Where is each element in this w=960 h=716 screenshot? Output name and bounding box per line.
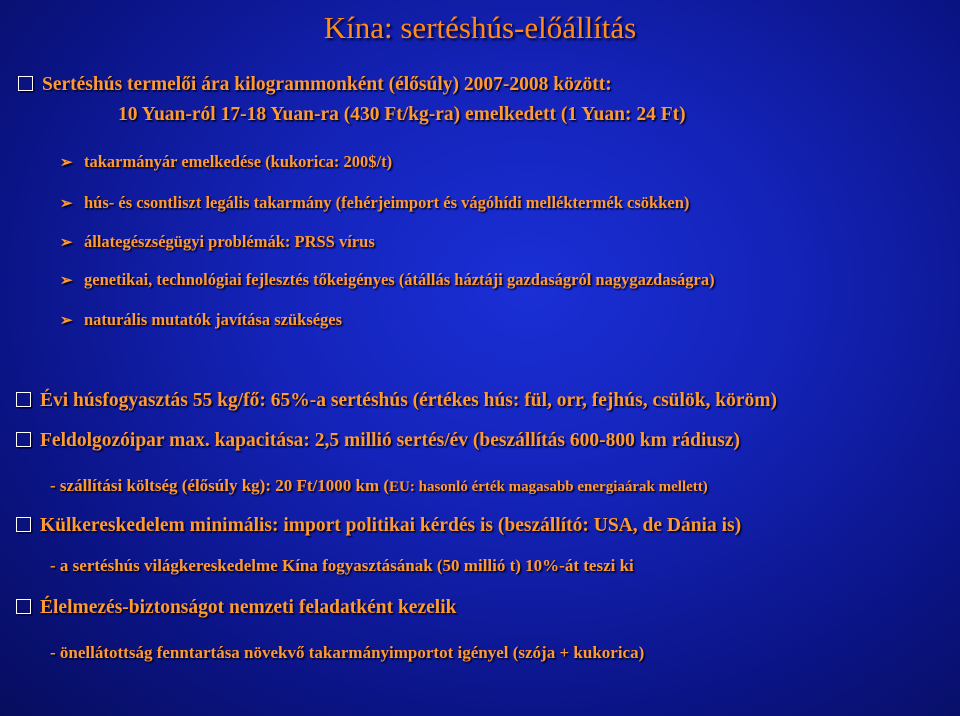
trade-bullet	[16, 515, 741, 537]
cause-text: állategészségügyi problémák: PRSS vírus	[84, 232, 375, 251]
intro-line-2: 10 Yuan-ról 17-18 Yuan-ra (430 Ft/kg-ra) emelkedett (1 Yuan: 24 Ft)	[118, 104, 686, 125]
trade-note: - a sertéshús világkereskedelme Kína fogyasztásának (50 millió t) 10%-át teszi ki	[50, 556, 634, 575]
checkbox-bullet-icon	[16, 392, 31, 407]
checkbox-bullet-icon	[18, 76, 33, 91]
checkbox-bullet-icon	[16, 599, 31, 614]
intro-bullet	[18, 74, 612, 96]
cause-item	[60, 193, 689, 213]
food-safety-bullet	[16, 597, 456, 619]
arrowhead-bullet-icon: ➢	[60, 235, 73, 251]
intro-line-1: Sertéshús termelői ára kilogrammonként (élősúly) 2007-2008 között:	[42, 74, 612, 95]
cause-text: hús- és csontliszt legális takarmány (fehérjeimport és vágóhídi melléktermék csökken)	[84, 193, 690, 212]
food-safety-note: - önellátottság fenntartása növekvő takarmányimportot igényel (szója + kukorica)	[50, 643, 645, 662]
transport-note	[50, 476, 708, 496]
transport-note-part-2: EU: hasonló érték magasabb energiaárak mellett)	[389, 479, 708, 495]
cause-text: takarmányár emelkedése (kukorica: 200$/t)	[84, 152, 393, 171]
cause-item	[60, 270, 715, 290]
processing-text: Feldolgozóipar max. kapacitása: 2,5 millió sertés/év (beszállítás 600-800 km rádiusz)	[40, 430, 740, 451]
cause-item	[60, 310, 342, 330]
cause-text: naturális mutatók javítása szükséges	[84, 310, 343, 329]
consumption-bullet	[16, 390, 777, 412]
trade-text: Külkereskedelem minimális: import politikai kérdés is (beszállító: USA, de Dánia is)	[40, 515, 742, 536]
arrowhead-bullet-icon: ➢	[60, 273, 73, 289]
checkbox-bullet-icon	[16, 517, 31, 532]
consumption-text: Évi húsfogyasztás 55 kg/fő: 65%-a sertéshús (értékes hús: fül, orr, fejhús, csülök, köröm)	[40, 390, 778, 411]
arrowhead-bullet-icon: ➢	[60, 196, 73, 212]
cause-item	[60, 152, 392, 172]
cause-text: genetikai, technológiai fejlesztés tőkeigényes (átállás háztáji gazdaságról nagygazdaságra)	[84, 270, 715, 289]
arrowhead-bullet-icon: ➢	[60, 313, 73, 329]
arrowhead-bullet-icon: ➢	[60, 155, 73, 171]
processing-bullet	[16, 430, 740, 452]
slide-title: Kína: sertéshús-előállítás	[323, 10, 637, 45]
cause-item	[60, 232, 375, 252]
checkbox-bullet-icon	[16, 432, 31, 447]
food-safety-text: Élelmezés-biztonságot nemzeti feladatként kezelik	[40, 597, 457, 618]
transport-note-part-1: - szállítási költség (élősúly kg): 20 Ft/1000 km (	[50, 476, 390, 495]
